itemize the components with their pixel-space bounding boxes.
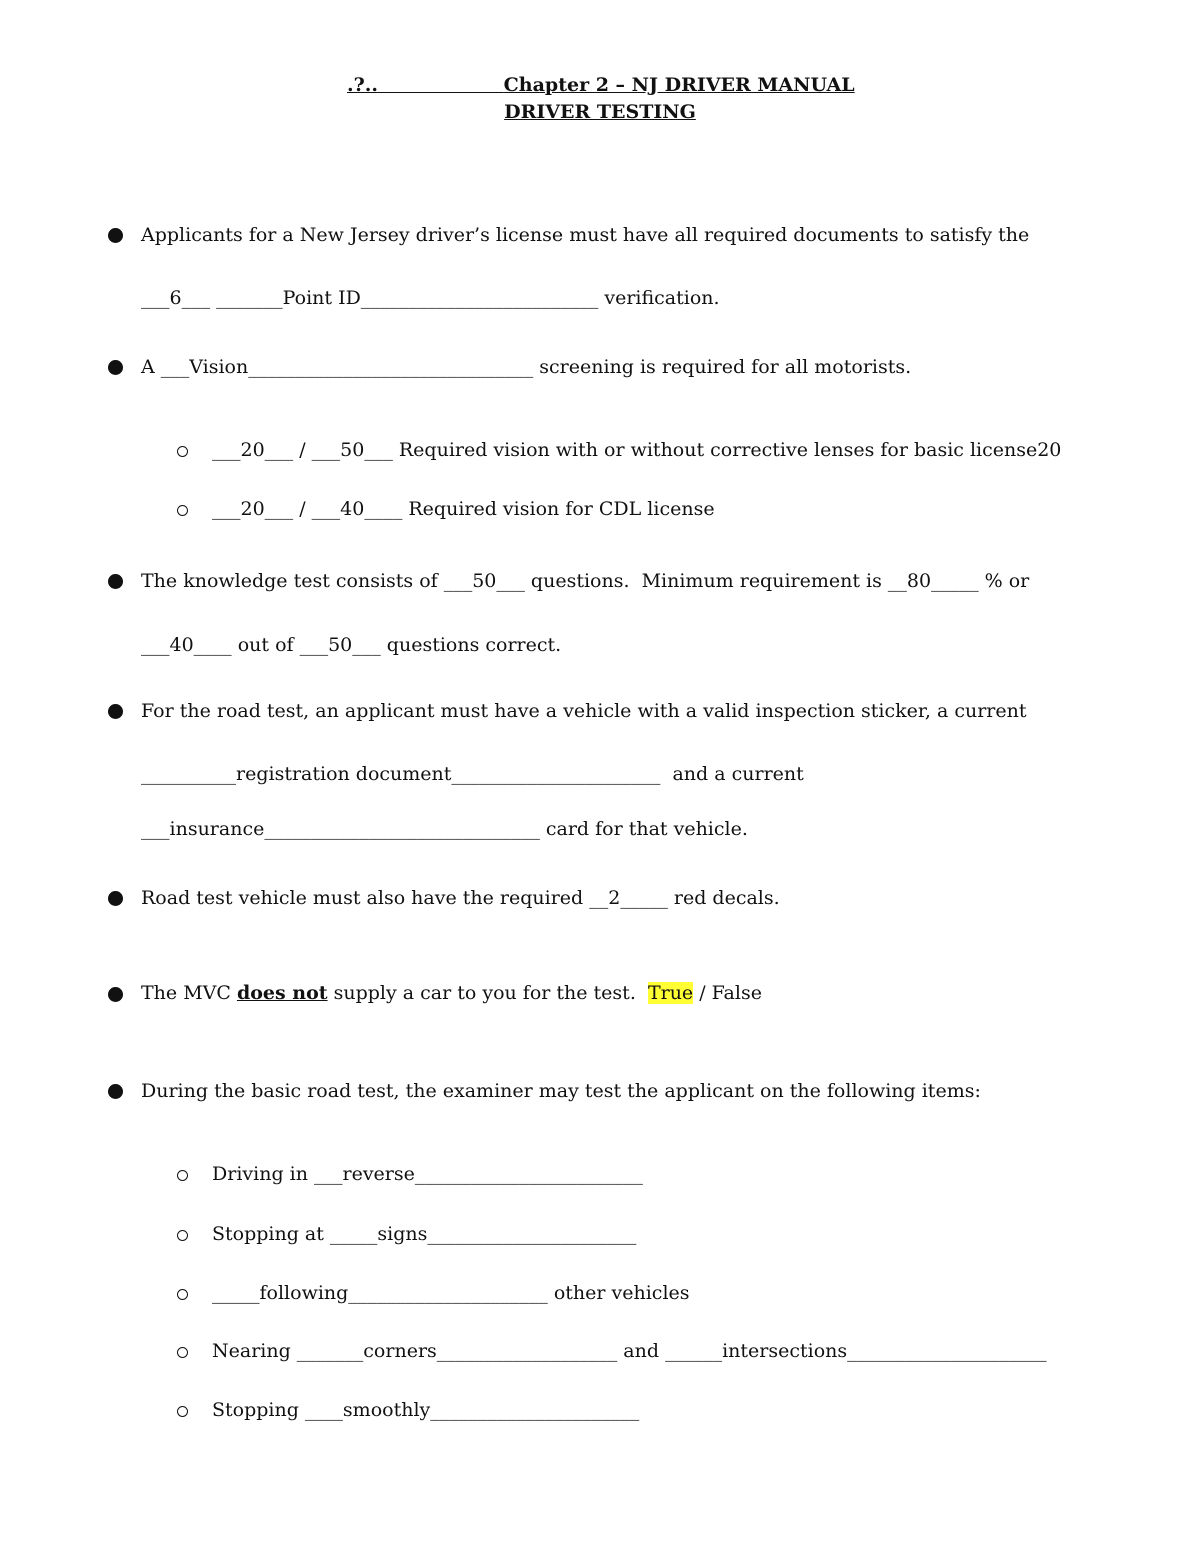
q4-line3: ___insurance_____________________________ card for that vehicle. — [141, 818, 748, 840]
q5-line1: Road test vehicle must also have the required __2_____ red decals. — [141, 887, 780, 909]
q6-text-after: supply a car to you for the test. — [327, 982, 648, 1004]
q3-line2: ___40____ out of ___50___ questions correct. — [141, 634, 562, 656]
q7-sub1: Driving in ___reverse________________________ — [212, 1163, 643, 1185]
bullet-icon — [108, 1084, 123, 1099]
page-subtitle: DRIVER TESTING — [504, 101, 696, 123]
bullet-icon — [108, 891, 123, 906]
q2-sub2: ___20___ / ___40____ Required vision for CDL license — [212, 498, 715, 520]
q6-text-before: The MVC — [141, 982, 237, 1004]
bullet-icon — [108, 704, 123, 719]
q1-line2: ___6___ _______Point ID_________________________ verification. — [141, 287, 720, 309]
q2-sub1: ___20___ / ___50___ Required vision with or without corrective lenses for basic license20 — [212, 439, 1062, 461]
bullet-icon — [108, 228, 123, 243]
title-chapter: Chapter 2 – NJ DRIVER MANUAL — [503, 74, 855, 96]
q6-answer-true: True — [647, 982, 694, 1004]
bullet-icon — [108, 360, 123, 375]
q4-line2: __________registration document______________________ and a current — [141, 763, 804, 785]
bullet-icon — [108, 574, 123, 589]
circle-bullet-icon — [177, 1347, 188, 1358]
q6-text-end: / False — [693, 982, 762, 1004]
circle-bullet-icon — [177, 1406, 188, 1417]
circle-bullet-icon — [177, 446, 188, 457]
q4-line1: For the road test, an applicant must have a vehicle with a valid inspection sticker, a current — [141, 700, 1027, 722]
chapter-title — [347, 74, 855, 96]
q1-line1: Applicants for a New Jersey driver’s license must have all required documents to satisfy the — [141, 224, 1030, 246]
circle-bullet-icon — [177, 1170, 188, 1181]
q3-line1: The knowledge test consists of ___50___ questions. Minimum requirement is __80_____ % or — [141, 570, 1030, 592]
q2-line1: A ___Vision______________________________ screening is required for all motorists. — [141, 356, 912, 378]
q7-sub2: Stopping at _____signs______________________ — [212, 1223, 637, 1245]
bullet-icon — [108, 987, 123, 1002]
q7-sub5: Stopping ____smoothly______________________ — [212, 1399, 640, 1421]
q7-line1: During the basic road test, the examiner may test the applicant on the following items: — [141, 1080, 981, 1102]
q6-emphasis: does not — [236, 982, 328, 1004]
q6-line — [141, 982, 762, 1004]
q7-sub4: Nearing _______corners___________________ and ______intersections_____________________ — [212, 1340, 1047, 1362]
title-prefix: .?.. — [347, 74, 378, 96]
circle-bullet-icon — [177, 1230, 188, 1241]
circle-bullet-icon — [177, 1289, 188, 1300]
q7-sub3: _____following_____________________ other vehicles — [212, 1282, 690, 1304]
circle-bullet-icon — [177, 505, 188, 516]
